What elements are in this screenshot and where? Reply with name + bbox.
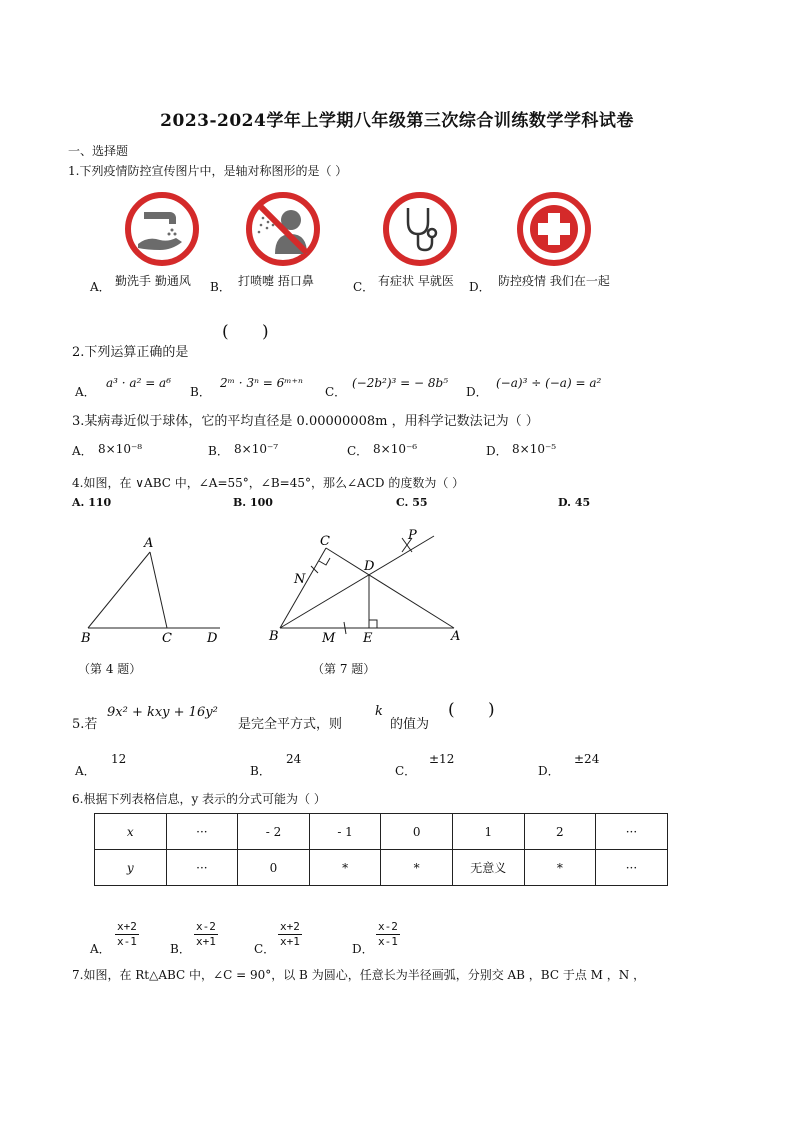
q5-option-c-letter[interactable]: C． [395,764,417,778]
q1-stem: 1.下列疫情防控宣传图片中，是轴对称图形的是（ ） [68,164,348,178]
table-cell: * [309,850,381,886]
fig4-label-b: B [81,631,91,646]
q2-option-a-math: a³ · a² = a⁶ [106,376,172,390]
table-cell: - 2 [238,814,310,850]
q1-option-c-text: 有症状 早就医 [378,274,454,288]
figure-7-triangle [262,528,472,650]
q4-option-d[interactable]: D. 45 [558,496,591,509]
table-cell: ··· [596,850,668,886]
table-row-x [95,814,668,850]
q2-stem: 2.下列运算正确的是 [72,345,189,360]
page-title: 2023-2024学年上学期八年级第三次综合训练数学学科试卷 [160,111,634,131]
q6-option-c-fraction: $\frac{x+2}{x+1}$ [280,920,300,948]
fig7-label-a: A [451,629,461,644]
q3-stem: 3.某病毒近似于球体，它的平均直径是 0.00000008m ，用科学记数法记为（ ） [72,414,539,429]
table-cell: 0 [238,850,310,886]
table-cell: ··· [596,814,668,850]
figure-7-caption: （第 7 题） [312,662,376,676]
q5-option-c-value: ±12 [429,752,455,766]
q1-option-a-letter[interactable]: A． [90,280,111,294]
fig7-label-m: M [322,631,336,646]
q6-stem: 6.根据下列表格信息，y 表示的分式可能为（ ） [72,792,326,806]
q5-paren: ( ) [448,700,509,720]
q5-stem-mid: 是完全平方式，则 [238,717,343,732]
q6-option-a-fraction: $\frac{x+2}{x-1}$ [117,920,137,948]
q3-option-b-letter[interactable]: B． [208,444,229,458]
table-cell: 无意义 [452,850,524,886]
fig4-label-a: A [144,536,154,551]
q1-option-b-text: 打喷嚏 捂口鼻 [238,274,314,288]
q2-option-a-letter[interactable]: A． [75,385,96,399]
q5-option-d-letter[interactable]: D． [538,764,560,778]
q6-option-c-letter[interactable]: C． [254,942,276,956]
q6-table [94,813,668,886]
q5-stem-post: 的值为 [390,717,430,732]
q1-option-c-letter[interactable]: C． [353,280,375,294]
q1-option-d-letter[interactable]: D． [469,280,491,294]
q6-option-d-fraction: $\frac{x-2}{x-1}$ [378,920,398,948]
table-cell: 0 [381,814,453,850]
fig7-label-c: C [320,534,330,549]
q5-option-a-letter[interactable]: A． [75,764,96,778]
q5-option-b-value: 24 [286,752,302,766]
q2-option-d-letter[interactable]: D． [466,385,488,399]
q1-option-d-text: 防控疫情 我们在一起 [498,274,610,288]
q2-option-c-letter[interactable]: C． [325,385,347,399]
q3-option-a-text: 8×10⁻⁸ [98,442,143,456]
figure-4-triangle [70,530,230,650]
q2-option-c-math: (−2b²)³ = − 8b⁵ [352,376,449,390]
fig7-label-b: B [269,629,279,644]
q4-option-b[interactable]: B. 100 [233,496,273,509]
fig4-label-c: C [162,631,172,646]
q5-stem-pre: 5.若 [72,717,98,732]
q2-option-b-letter[interactable]: B． [190,385,211,399]
q5-option-b-letter[interactable]: B． [250,764,271,778]
q4-option-c[interactable]: C. 55 [396,496,428,509]
q3-option-b-text: 8×10⁻⁷ [234,442,279,456]
figure-4-caption: （第 4 题） [78,662,142,676]
q5-expression: 9x² + kxy + 16y² [107,705,218,720]
fig7-label-d: D [364,559,375,574]
table-cell: 1 [452,814,524,850]
table-cell: 2 [524,814,596,850]
table-cell: ··· [166,850,238,886]
q5-option-d-value: ±24 [574,752,600,766]
q3-option-a-letter[interactable]: A． [72,444,93,458]
table-cell: - 1 [309,814,381,850]
table-cell: ··· [166,814,238,850]
q7-stem: 7.如图，在 Rt△ABC 中，∠C = 90°，以 B 为圆心，任意长为半径画弧，分别交 AB ，BC 于点 M ，N ， [72,968,646,982]
table-row-y [95,850,668,886]
q3-option-d-text: 8×10⁻⁵ [512,442,557,456]
q1-option-a-text: 勤洗手 勤通风 [115,274,191,288]
q1-option-b-letter[interactable]: B． [210,280,231,294]
fig7-label-n: N [294,572,306,587]
fig7-label-e: E [363,631,373,646]
q4-option-a[interactable]: A. 110 [72,496,112,509]
q6-option-a-letter[interactable]: A． [90,942,111,956]
q4-stem: 4.如图，在 ∨ABC 中，∠A=55°，∠B=45°，那么∠ACD 的度数为（ ） [72,476,465,490]
q6-option-b-letter[interactable]: B． [170,942,191,956]
q2-option-d-math: (−a)³ ÷ (−a) = a² [496,376,602,390]
q3-option-c-text: 8×10⁻⁶ [373,442,418,456]
q6-option-b-fraction: $\frac{x-2}{x+1}$ [196,920,216,948]
q5-option-a-value: 12 [111,752,127,766]
section-heading: 一、选择题 [68,144,129,158]
fig4-label-d: D [207,631,218,646]
q5-k: k [375,704,383,719]
q2-option-b-math: 2ᵐ · 3ⁿ = 6ᵐ⁺ⁿ [220,376,303,390]
no-spray-icon [241,192,325,266]
stethoscope-icon [378,192,462,266]
table-cell: * [381,850,453,886]
table-cell: y [95,850,167,886]
q3-option-c-letter[interactable]: C． [347,444,369,458]
table-cell: x [95,814,167,850]
q2-paren: ( ) [222,322,283,342]
q3-option-d-letter[interactable]: D． [486,444,508,458]
fig7-label-p: P [408,528,417,543]
hand-wash-icon [120,192,204,266]
table-cell: * [524,850,596,886]
red-cross-icon [512,192,596,266]
q6-option-d-letter[interactable]: D． [352,942,374,956]
